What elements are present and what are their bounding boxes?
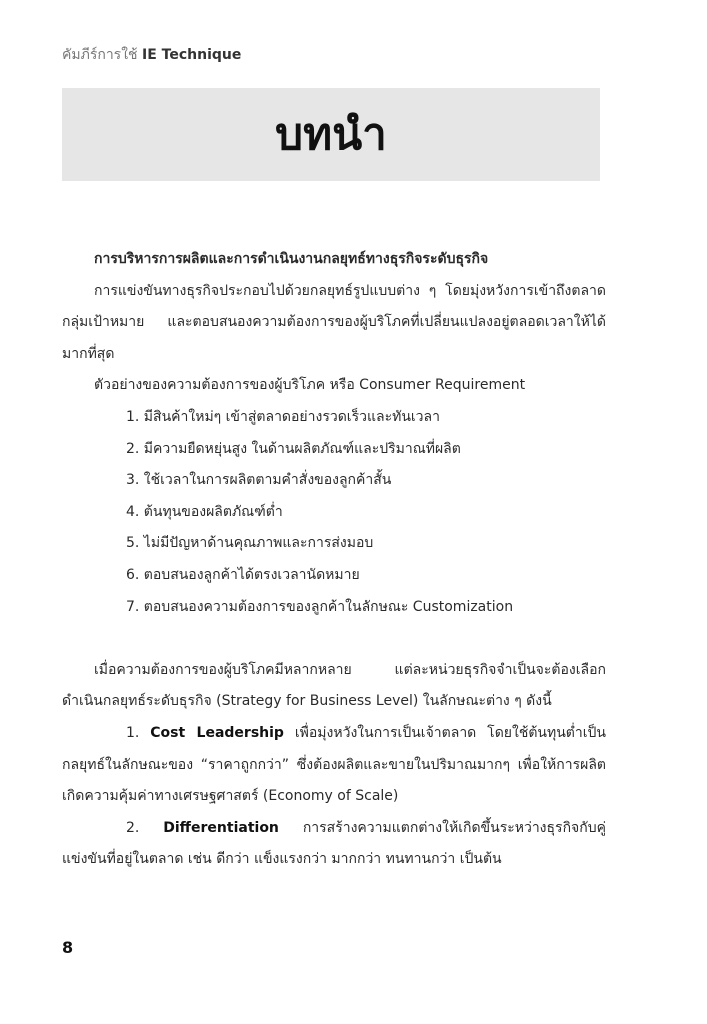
strategy-name: Differentiation (163, 819, 279, 836)
paragraph-gap (62, 623, 606, 655)
list-item: 4. ต้นทุนของผลิตภัณฑ์ต่ำ (126, 503, 283, 520)
intro-paragraph: การแข่งขันทางธุรกิจประกอบไปด้วยกลยุทธ์รูปแบบต่าง ๆ โดยมุ่งหวังการเข้าถึงตลาดกลุ่มเป้าหมาย และตอบสนองความต้องการของผู้บริโภคที่เปลี่ยนแปลงอยู่ตลอดเวลาให้ได้มากที่สุด (62, 282, 606, 362)
book-title-en: IE Technique (142, 47, 242, 63)
list-item: 3. ใช้เวลาในการผลิตตามคำสั่งของลูกค้าสั้น (126, 472, 392, 489)
strategy-text: เพื่อมุ่งหวังในการเป็นเจ้าตลาด โดยใช้ต้นทุนต่ำเป็นกลยุทธ์ในลักษณะของ “ราคาถูกกว่า” ซึ่งต้องผลิตและขายในปริมาณมากๆ เพื่อให้การผลิตเกิดความคุ้มค่าทางเศรษฐศาสตร์ (Economy of Scale) (62, 724, 606, 805)
strategy-paragraph: เมื่อความต้องการของผู้บริโภคมีหลากหลาย แต่ละหน่วยธุรกิจจำเป็นจะต้องเลือกดำเนินกลยุทธ์ระดับธุรกิจ (Strategy for Business Level) ในลักษณะต่าง ๆ ดังนี้ (62, 661, 606, 710)
list-item: 7. ตอบสนองความต้องการของลูกค้าในลักษณะ Customization (126, 598, 514, 615)
strategy-number: 2. (126, 819, 140, 836)
strategy-name: Cost Leadership (150, 724, 284, 741)
list-item: 6. ตอบสนองลูกค้าได้ตรงเวลานัดหมาย (126, 566, 360, 583)
list-item: 5. ไม่มีปัญหาด้านคุณภาพและการส่งมอบ (126, 535, 374, 552)
running-header (62, 44, 241, 66)
body-content (62, 244, 606, 876)
page-number: 8 (62, 938, 74, 957)
strategy-number: 1. (126, 724, 140, 741)
chapter-title: บทนำ (275, 109, 387, 160)
list-item: 2. มีความยืดหยุ่นสูง ในด้านผลิตภัณฑ์และปริมาณที่ผลิต (126, 440, 461, 457)
strategy-item (62, 813, 606, 876)
strategy-text: การสร้างความแตกต่างให้เกิดขึ้นระหว่างธุรกิจกับคู่แข่งขันที่อยู่ในตลาด เช่น ดีกว่า แข็งแรงกว่า มากกว่า ทนทานกว่า เป็นต้น (62, 819, 606, 868)
list-item: 1. มีสินค้าใหม่ๆ เข้าสู่ตลาดอย่างรวดเร็วและทันเวลา (126, 408, 440, 425)
book-title-thai: คัมภีร์การใช้ (62, 47, 138, 63)
requirements-intro: ตัวอย่างของความต้องการของผู้บริโภค หรือ Consumer Requirement (94, 377, 526, 394)
chapter-title-box (62, 88, 600, 181)
section-heading: การบริหารการผลิตและการดำเนินงานกลยุทธ์ทางธุรกิจระดับธุรกิจ (94, 251, 489, 267)
strategy-item (62, 718, 606, 813)
